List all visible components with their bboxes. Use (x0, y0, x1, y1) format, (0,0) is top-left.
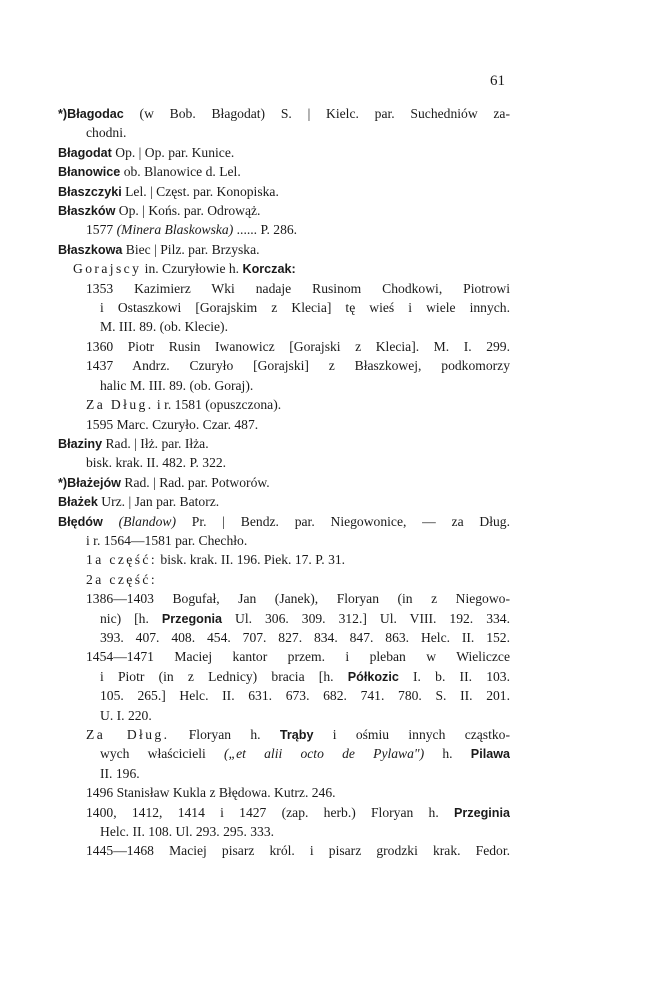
text-line (58, 609, 510, 628)
bold-term: Przeginia (454, 805, 510, 820)
text-span: 1400, 1412, 1414 i 1427 (zap. herb.) Floryan h. (86, 804, 454, 820)
text-line (58, 395, 510, 414)
italic-text: (Minera Blaskowska) (116, 222, 234, 238)
bold-term: *)Błażejów (58, 475, 121, 490)
text-line (58, 628, 510, 647)
bold-term: *)Błagodac (58, 107, 124, 121)
text-line (58, 240, 510, 259)
text-line (58, 298, 510, 317)
bold-term: Błaszkowa (58, 242, 123, 257)
text-line (58, 376, 510, 395)
text-span: i ośmiu innych cząstko- (313, 727, 510, 742)
text-span: Urz. | Jan par. Batorz. (97, 494, 220, 510)
text-span: nic) [h. (100, 610, 162, 626)
text-span: h. (424, 746, 471, 762)
bold-term: Błaszczyki (58, 184, 122, 199)
text-span: 1386—1403 Bogufał, Jan (Janek), Floryan (in z Niegowo- (86, 591, 510, 607)
text-span: bisk. krak. II. 482. P. 322. (86, 455, 227, 471)
text-span: ...... P. 286. (233, 222, 298, 238)
text-span: M. III. 89. (ob. Klecie). (100, 319, 228, 335)
text-span: 1454—1471 Maciej kantor przem. i pleban w Wieliczce (86, 649, 510, 665)
text-line (58, 143, 510, 162)
text-span: wych właścicieli (100, 746, 225, 762)
text-line (58, 570, 510, 589)
bold-term: Błażek (58, 495, 98, 510)
text-line (58, 841, 510, 860)
text-line (58, 725, 510, 744)
text-line (58, 706, 510, 725)
spaced-text: Za Dług. (86, 727, 170, 742)
text-line (58, 356, 510, 375)
text-span: 1595 Marc. Czuryło. Czar. 487. (86, 416, 259, 432)
text-span: i r. 1581 (opuszczona). (153, 397, 282, 413)
text-span: halic M. III. 89. (ob. Goraj). (100, 377, 254, 393)
spaced-text: 2a część: (86, 571, 158, 587)
text-line (58, 473, 510, 492)
text-span: 1445—1468 Maciej pisarz król. i pisarz grodzki krak. Fedor. (86, 843, 510, 859)
text-span: in. Czuryłowie h. (141, 261, 243, 277)
text-span: 393. 407. 408. 454. 707. 827. 834. 847. 863. Helc. II. 152. (100, 629, 510, 645)
text-span: I. b. II. 103. (398, 668, 510, 684)
text-span: (w Bob. Błagodat) S. | Kielc. par. Suchedniów za- (123, 106, 510, 121)
text-line (58, 279, 510, 298)
bold-term: Pilawa (470, 747, 510, 762)
text-span: 1353 Kazimierz Wki nadaje Rusinom Chodkowi, Piotrowi (86, 280, 510, 296)
text-span: Helc. II. 108. Ul. 293. 295. 333. (100, 824, 275, 840)
text-span: Biec | Pilz. par. Brzyska. (122, 241, 260, 257)
text-line (58, 667, 510, 686)
bold-term: Półkozic (347, 669, 399, 684)
text-span: Rad. | Iłż. par. Iłża. (102, 435, 209, 451)
text-span: Op. | Op. par. Kunice. (111, 144, 235, 160)
text-span: 105. 265.] Helc. II. 631. 673. 682. 741. 780. S. II. 201. (100, 688, 510, 704)
text-span: ob. Blanowice d. Lel. (120, 164, 241, 180)
text-span: i Piotr (in z Lednicy) bracia [h. (100, 668, 348, 684)
text-span: i Ostaszkowi [Gorajskim z Klecia] tę wieś i wiele innych. (100, 300, 510, 316)
text-body (58, 104, 510, 861)
text-span: Floryan h. (169, 727, 280, 742)
text-line (58, 220, 510, 239)
spaced-text: 1a część: (86, 552, 158, 568)
text-line (58, 182, 510, 201)
spaced-text: Za Dług. (86, 397, 154, 413)
text-line (58, 337, 510, 356)
bold-term: Korczak: (242, 262, 296, 277)
text-span: Rad. | Rad. par. Potworów. (120, 474, 270, 490)
text-line (58, 647, 510, 666)
text-span: II. 196. (100, 765, 140, 781)
bold-term: Błaszków (58, 204, 116, 219)
italic-text: (Blandow) (118, 513, 176, 529)
spaced-text: Gorajscy (73, 261, 142, 277)
bold-term: Błaziny (58, 436, 103, 451)
text-line (58, 686, 510, 705)
text-span: 1437 Andrz. Czuryło [Gorajski] z Błaszkowej, podkomorzy (86, 358, 510, 374)
text-line (58, 512, 510, 531)
text-line (58, 589, 510, 608)
text-line (58, 531, 510, 550)
text-line (58, 162, 510, 181)
text-span: bisk. krak. II. 196. Piek. 17. P. 31. (157, 552, 346, 568)
text-line (58, 822, 510, 841)
text-span: 1496 Stanisław Kukla z Błędowa. Kutrz. 246. (86, 785, 336, 801)
text-line (58, 415, 510, 434)
text-span: 1577 (86, 222, 117, 238)
text-span (103, 514, 119, 529)
page-number: 61 (490, 73, 505, 89)
text-line (58, 492, 510, 511)
text-line (58, 434, 510, 453)
text-line (58, 123, 510, 142)
bold-term: Trąby (279, 728, 314, 742)
text-span: i r. 1564—1581 par. Chechło. (86, 532, 248, 548)
text-line (58, 259, 510, 278)
text-line (58, 744, 510, 763)
text-span: U. I. 220. (100, 707, 152, 723)
bold-term: Przegonia (161, 611, 223, 626)
text-span: Op. | Końs. par. Odrowąż. (115, 203, 261, 219)
text-span: 1360 Piotr Rusin Iwanowicz [Gorajski z Klecia]. M. I. 299. (86, 338, 510, 354)
bold-term: Błagodat (58, 145, 112, 160)
text-line (58, 764, 510, 783)
text-span: Lel. | Częst. par. Konopiska. (121, 183, 279, 199)
text-line (58, 550, 510, 569)
bold-term: Błanowice (58, 165, 121, 180)
text-line (58, 201, 510, 220)
italic-text: („et alii octo de Pylawa") (224, 746, 425, 762)
text-line (58, 783, 510, 802)
text-span: Ul. 306. 309. 312.] Ul. VIII. 192. 334. (222, 610, 510, 626)
text-span: Pr. | Bendz. par. Niegowonice, — za Dług. (175, 513, 510, 529)
text-line (58, 453, 510, 472)
text-line (58, 104, 510, 123)
text-line (58, 803, 510, 822)
text-span: chodni. (86, 125, 127, 141)
text-line (58, 317, 510, 336)
bold-term: Błędów (58, 514, 103, 529)
